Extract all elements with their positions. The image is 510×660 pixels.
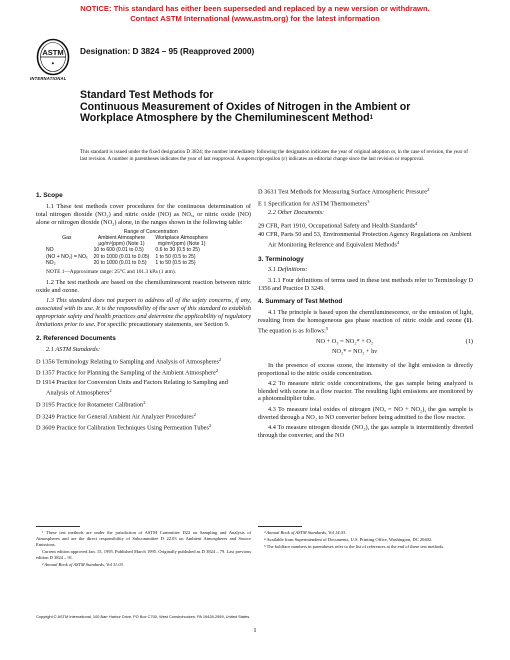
list-item: 40 CFR, Parts 50 and 53, Environmental Protection Agency Regulations on Ambient Air Monitoring Reference and Equivalent Methods$^4$ — [258, 231, 472, 249]
refdocs-sub: 2.1 ASTM Standards: — [46, 345, 101, 353]
title-main: Continuous Measurement of Oxides of Nitrogen in the Ambient or Workplace Atmosphere by the Chemiluminescent Method — [80, 100, 411, 125]
range-table-unit: µg/m³(ppm) (Note 1) — [98, 241, 145, 248]
notice-line-2: Contact ASTM International (www.astm.org) for the latest information — [130, 13, 380, 23]
scope-1-3-tail: For specific precautionary statements, see Section 9. — [97, 320, 230, 328]
range-table-header: Workplace Atmosphere — [155, 234, 208, 241]
table-cell: 1 to 50 (0.5 to 25) — [155, 253, 196, 260]
table-cell: 10 to 600 (0.01 to 0.5) — [93, 247, 144, 254]
range-table-header: Gas — [62, 234, 72, 241]
table-row — [46, 254, 214, 260]
summary-4-2: 4.2 To measure nitric oxide concentrations, the gas sample being analyzed is blended with ozone in a flow reactor. The resulting light emissions are monitored by a photomultiplier tube. — [258, 379, 473, 403]
list-item: E 1 Specification for ASTM Thermometers$^3$ — [258, 198, 370, 208]
issuance-statement: This standard is issued under the fixed designation D 3824; the number immediately following the designation indicates the year of original adoption or, in the case of revision, the year of last revision. A number in parentheses indicates the year of last reapproval. A superscript epsilon (ε) indicates an editorial change since the last revision or reapproval. — [80, 149, 468, 162]
range-table-header: Ambient Atmosphere — [97, 234, 146, 241]
list-item: D 3631 Test Methods for Measuring Surface Atmospheric Pressure$^2$ — [258, 187, 430, 196]
withdrawal-notice — [0, 4, 510, 23]
footnote: ³ Annual Book of ASTM Standards, Vol 14.03. — [264, 530, 347, 535]
table-cell: 0.6 to 30 (0.5 to 25) — [155, 247, 200, 254]
other-docs-heading: 2.2 Other Documents: — [268, 209, 325, 217]
scope-1-3: 1.3 This standard does not purport to address all of the safety concerns, if any, associated with its use. It is the responsibility of the user of this standard to establish appropriate safety and health practices and determine the applicability of regulatory limitations prior to use. — [36, 297, 251, 328]
equation-line-1: NO + O₃ = NO₂* + O₂ — [316, 337, 374, 345]
refdocs-heading: 2. Referenced Documents — [36, 334, 116, 342]
note-1: NOTE 1—Approximate range: 25°C and 101.3 kPa (1 atm). — [46, 268, 177, 275]
list-item: D 1357 Practice for Planning the Sampling of the Ambient Atmosphere$^2$ — [36, 368, 219, 377]
scope-1-1: 1.1 These test methods cover procedures for the continuous determination of total nitrogen dioxide (NO₂) and nitric oxide (NO) as NOₓ, or nitric oxide (NO) alone or nitrogen dioxide (NO₂) alone, in the ranges shown in the following table: — [36, 202, 251, 226]
terminology-heading: 3. Terminology — [258, 255, 304, 263]
astm-logo-icon — [36, 38, 70, 76]
footnotes-left — [36, 530, 251, 568]
document-title — [80, 90, 420, 125]
table-cell: (NO + NO₂) = NOₓ — [46, 253, 88, 260]
list-item: D 3609 Practice for Calibration Techniques Using Permeation Tubes$^2$ — [36, 423, 212, 432]
range-table — [46, 229, 214, 266]
title-pre: Standard Test Methods for — [80, 89, 214, 101]
title-footnote-marker: 1 — [369, 115, 373, 122]
reaction-equation — [258, 338, 473, 360]
terminology-3-1-1: 3.1.1 Four definitions of terms used in these test methods refer to Terminology D 1356 and Practice D 3249. — [258, 276, 473, 292]
footnote-rule — [258, 526, 302, 527]
table-cell: 1 to 50 (0.5 to 25) — [155, 259, 196, 266]
svg-text:◆: ◆ — [51, 61, 55, 65]
terminology-sub: 3.1 Definitions: — [268, 266, 308, 274]
logo-text: ASTM — [42, 48, 64, 57]
footnote-rule — [36, 526, 80, 527]
summary-after-equation: In the presence of excess ozone, the intensity of the light emission is directly proportional to the nitric oxide concentration. — [258, 361, 473, 377]
notice-line-1: NOTICE: This standard has either been superseded and replaced by a new version or withdrawn. — [80, 4, 430, 13]
summary-heading: 4. Summary of Test Method — [258, 298, 343, 306]
summary-4-3: 4.3 To measure total oxides of nitrogen (NOₓ = NO + NO₂), the gas sample is diverted through a NO₂ to NO converter before being admitted to the flow reactor. — [258, 405, 473, 421]
left-column — [36, 186, 251, 434]
range-table-super-header: Range of Concentration — [123, 228, 178, 235]
footnote: ¹ These test methods are under the jurisdiction of ASTM Committee D22 on Sampling and Analysis of Atmospheres and are the direct responsibility of Subcommittee D 22.03 on Ambient Atmospheres and Source Emissions. — [36, 530, 251, 547]
table-cell: NO₂ — [46, 259, 56, 266]
summary-4-1: 4.1 The principle is based upon the chemiluminescence, or the emission of light, resulting from the homogeneous gas phase reaction of nitric oxide and ozone (1). The equation is as follows:$^5$ — [258, 309, 474, 335]
footnotes-right — [258, 530, 473, 551]
list-item: D 3195 Practice for Rotameter Calibration$^2$ — [36, 399, 146, 409]
footnote: ⁵ The boldface numbers in parentheses refer to the list of references at the end of these test methods. — [264, 543, 445, 549]
list-item: D 1914 Practice for Conversion Units and Factors Relating to Sampling and Analysis of Atmospheres$^2$ — [36, 379, 228, 397]
equation-line-2: NO₂* = NO₂ + hν — [332, 347, 378, 355]
table-row — [46, 260, 214, 266]
table-cell: 20 to 1000 (0.01 to 0.05) — [93, 253, 150, 260]
summary-4-4: 4.4 To measure nitrogen dioxide (NO₂), the gas sample is intermittently diverted through the converter, and the NO — [258, 423, 473, 439]
table-cell: NO — [46, 247, 54, 254]
designation: Designation: D 3824 – 95 (Reapproved 2000) — [80, 46, 255, 56]
scope-heading: 1. Scope — [36, 192, 63, 199]
right-column — [258, 186, 473, 442]
table-cell: 20 to 1000 (0.01 to 0.5) — [93, 259, 147, 266]
footnote: ² Annual Book of ASTM Standards, Vol 11.03. — [42, 561, 124, 567]
list-item: 29 CFR, Part 1910, Occupational Safety and Health Standards$^4$ — [258, 220, 418, 230]
scope-1-2: 1.2 The test methods are based on the chemiluminescent reaction between nitric oxide and ozone. — [36, 279, 251, 295]
footnote: Current edition approved Jan. 15, 1995. Published March 1995. Originally published as D 3824 – 79. Last previous edition D 3824 – 91. — [36, 548, 251, 560]
equation-number: (1) — [465, 337, 473, 345]
footnote: ⁴ Available from Superintendent of Documents, U.S. Printing Office, Washington, DC 20402. — [264, 536, 433, 542]
list-item: D 1356 Terminology Relating to Sampling and Analysis of Atmospheres$^2$ — [36, 356, 222, 366]
copyright: Copyright © ASTM International, 100 Barr Harbor Drive, PO Box C700, West Conshohocken, PA 19428-2959, United States. — [36, 614, 251, 619]
page-number: 1 — [253, 627, 257, 634]
range-table-unit: mg/m³(ppm) (Note 1) — [157, 241, 206, 248]
list-item: D 3249 Practice for General Ambient Air Analyzer Procedures$^2$ — [36, 411, 196, 421]
logo-caption: INTERNATIONAL — [30, 76, 67, 81]
